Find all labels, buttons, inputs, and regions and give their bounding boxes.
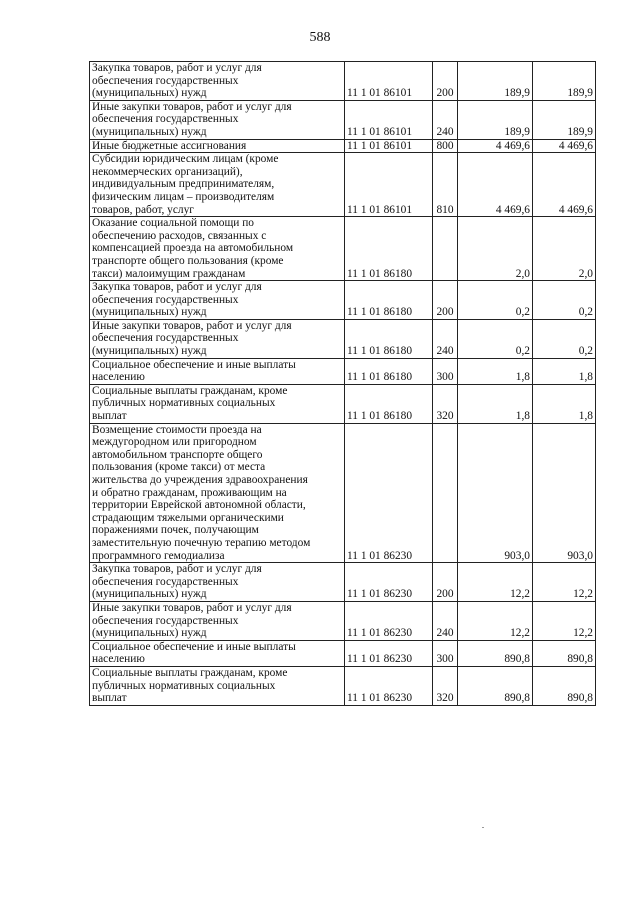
description-line: жительства до учреждения здравоохранения — [92, 474, 308, 486]
row-expense-type: 200 — [433, 563, 458, 602]
row-amount-1: 890,8 — [458, 666, 533, 705]
row-amount-1: 0,2 — [458, 319, 533, 358]
row-amount-1: 4 469,6 — [458, 153, 533, 217]
description-line: выплат — [92, 410, 127, 423]
row-amount-2: 12,2 — [533, 601, 596, 640]
scan-speck — [482, 827, 484, 828]
table-row — [90, 62, 596, 101]
row-description — [90, 640, 345, 666]
row-description — [90, 100, 345, 139]
description-line: (муниципальных) нужд — [92, 588, 207, 601]
row-amount-1: 903,0 — [458, 423, 533, 563]
description-line: междугородном или пригородном — [92, 436, 257, 449]
row-amount-1: 12,2 — [458, 563, 533, 602]
budget-table-body — [90, 62, 596, 706]
row-description — [90, 563, 345, 602]
row-amount-2: 890,8 — [533, 640, 596, 666]
row-code: 11 1 01 86230 — [345, 601, 433, 640]
row-code: 11 1 01 86180 — [345, 384, 433, 423]
row-amount-2: 189,9 — [533, 100, 596, 139]
description-line: индивидуальным предпринимателям, — [92, 178, 275, 191]
row-code: 11 1 01 86101 — [345, 62, 433, 101]
row-description — [90, 384, 345, 423]
row-amount-1: 0,2 — [458, 281, 533, 320]
description-line: Социальные выплаты гражданам, кроме — [92, 666, 288, 679]
row-amount-1: 1,8 — [458, 384, 533, 423]
row-amount-2: 890,8 — [533, 666, 596, 705]
row-description — [90, 139, 345, 153]
row-amount-1: 2,0 — [458, 217, 533, 281]
description-line: Социальное обеспечение и иные выплаты — [92, 358, 296, 371]
row-amount-2: 0,2 — [533, 319, 596, 358]
description-line: обеспечения государственных — [92, 614, 239, 627]
description-line: автомобильном транспорте общего — [92, 448, 263, 461]
table-row — [90, 384, 596, 423]
row-expense-type: 240 — [433, 100, 458, 139]
row-expense-type: 200 — [433, 62, 458, 101]
row-expense-type: 240 — [433, 319, 458, 358]
description-line: Закупка товаров, работ и услуг для — [92, 62, 262, 74]
row-amount-1: 890,8 — [458, 640, 533, 666]
description-line: заместительную почечную терапию методом — [92, 536, 311, 549]
row-amount-2: 1,8 — [533, 384, 596, 423]
row-expense-type: 320 — [433, 384, 458, 423]
row-expense-type: 810 — [433, 153, 458, 217]
description-line: Закупка товаров, работ и услуг для — [92, 563, 262, 576]
row-amount-2: 12,2 — [533, 563, 596, 602]
table-row — [90, 281, 596, 320]
row-expense-type: 320 — [433, 666, 458, 705]
description-line: населению — [92, 653, 145, 666]
row-amount-2: 0,2 — [533, 281, 596, 320]
description-line: Закупка товаров, работ и услуг для — [92, 281, 262, 294]
row-code: 11 1 01 86180 — [345, 358, 433, 384]
row-description — [90, 666, 345, 705]
table-row — [90, 601, 596, 640]
row-description — [90, 153, 345, 217]
description-line: программного гемодиализа — [92, 549, 225, 562]
description-line: (муниципальных) нужд — [92, 306, 207, 319]
description-line: Иные закупки товаров, работ и услуг для — [92, 100, 292, 113]
description-line: Иные закупки товаров, работ и услуг для — [92, 319, 292, 332]
table-row — [90, 153, 596, 217]
description-line: выплат — [92, 692, 127, 705]
row-description — [90, 601, 345, 640]
description-line: Социальные выплаты гражданам, кроме — [92, 384, 288, 397]
description-line: (муниципальных) нужд — [92, 627, 207, 640]
table-row — [90, 423, 596, 563]
budget-table — [89, 61, 596, 706]
table-row — [90, 640, 596, 666]
description-line: Возмещение стоимости проезда на — [92, 423, 262, 436]
table-row — [90, 358, 596, 384]
table-row — [90, 563, 596, 602]
row-code: 11 1 01 86180 — [345, 217, 433, 281]
table-row — [90, 100, 596, 139]
row-code: 11 1 01 86180 — [345, 281, 433, 320]
row-amount-2: 4 469,6 — [533, 153, 596, 217]
row-amount-1: 189,9 — [458, 62, 533, 101]
description-line: страдающим тяжелыми органическими — [92, 511, 284, 524]
description-line: (муниципальных) нужд — [92, 125, 207, 138]
row-description — [90, 281, 345, 320]
description-line: обеспечения государственных — [92, 293, 239, 306]
row-code: 11 1 01 86101 — [345, 100, 433, 139]
row-description — [90, 319, 345, 358]
row-code: 11 1 01 86230 — [345, 563, 433, 602]
description-line: товаров, работ, услуг — [92, 203, 194, 216]
description-line: обеспечения государственных — [92, 332, 239, 345]
page-number: 588 — [309, 30, 331, 45]
row-description — [90, 217, 345, 281]
row-description — [90, 62, 345, 101]
description-line: такси) малоимущим гражданам — [92, 267, 246, 280]
table-row — [90, 319, 596, 358]
row-code: 11 1 01 86230 — [345, 640, 433, 666]
description-line: обеспечения государственных — [92, 74, 239, 87]
row-amount-1: 189,9 — [458, 100, 533, 139]
row-amount-1: 12,2 — [458, 601, 533, 640]
row-amount-2: 189,9 — [533, 62, 596, 101]
description-line: публичных нормативных социальных — [92, 679, 276, 692]
table-row — [90, 217, 596, 281]
description-line: физическим лицам – производителям — [92, 190, 275, 203]
description-line: и обратно гражданам, проживающим на — [92, 486, 287, 499]
description-line: территории Еврейской автономной области, — [92, 499, 306, 512]
description-line: (муниципальных) нужд — [92, 345, 207, 358]
description-line: (муниципальных) нужд — [92, 87, 207, 100]
description-line: транспорте общего пользования (кроме — [92, 254, 284, 267]
row-code: 11 1 01 86230 — [345, 423, 433, 563]
row-description — [90, 358, 345, 384]
row-code: 11 1 01 86101 — [345, 153, 433, 217]
row-amount-2: 903,0 — [533, 423, 596, 563]
description-line: населению — [92, 371, 145, 384]
description-line: Иные бюджетные ассигнования — [92, 139, 247, 152]
row-code: 11 1 01 86230 — [345, 666, 433, 705]
row-amount-2: 2,0 — [533, 217, 596, 281]
row-amount-1: 4 469,6 — [458, 139, 533, 153]
description-line: пользования (кроме такси) от места — [92, 461, 266, 474]
row-amount-2: 1,8 — [533, 358, 596, 384]
description-line: публичных нормативных социальных — [92, 397, 276, 410]
row-expense-type: 300 — [433, 640, 458, 666]
description-line: обеспечения государственных — [92, 113, 239, 126]
row-amount-1: 1,8 — [458, 358, 533, 384]
description-line: некоммерческих организаций), — [92, 165, 243, 178]
row-code: 11 1 01 86101 — [345, 139, 433, 153]
description-line: поражениями почек, получающим — [92, 524, 259, 537]
row-expense-type: 200 — [433, 281, 458, 320]
row-expense-type: 800 — [433, 139, 458, 153]
description-line: компенсацией проезда на автомобильном — [92, 242, 294, 255]
table-row — [90, 666, 596, 705]
description-line: Оказание социальной помощи по — [92, 217, 254, 230]
table-row — [90, 139, 596, 153]
row-expense-type — [433, 423, 458, 563]
description-line: Иные закупки товаров, работ и услуг для — [92, 601, 292, 614]
row-expense-type: 240 — [433, 601, 458, 640]
row-expense-type: 300 — [433, 358, 458, 384]
description-line: обеспечения государственных — [92, 575, 239, 588]
row-code: 11 1 01 86180 — [345, 319, 433, 358]
row-description — [90, 423, 345, 563]
description-line: Субсидии юридическим лицам (кроме — [92, 153, 279, 166]
row-amount-2: 4 469,6 — [533, 139, 596, 153]
description-line: обеспечению расходов, связанных с — [92, 229, 267, 242]
description-line: Социальное обеспечение и иные выплаты — [92, 640, 296, 653]
row-expense-type — [433, 217, 458, 281]
